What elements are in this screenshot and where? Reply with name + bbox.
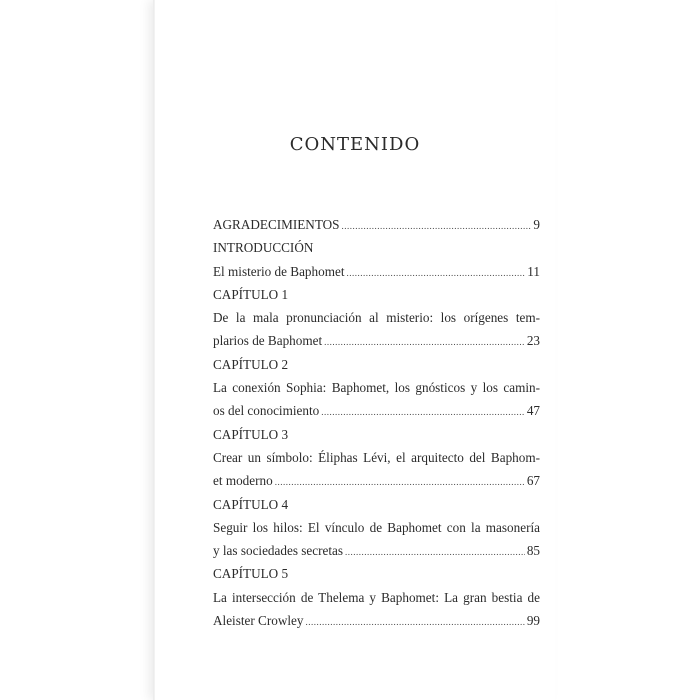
toc-entry-cap5-line2 (213, 609, 540, 632)
toc-entry-introduccion (213, 260, 540, 283)
toc-page-number: 47 (526, 403, 540, 419)
toc-entry-text: os del conocimiento (213, 403, 320, 419)
dot-leader (324, 331, 525, 354)
table-of-contents (213, 213, 540, 632)
section-heading-introduccion: INTRODUCCIÓN (213, 240, 314, 256)
dot-leader (321, 401, 525, 424)
toc-entry-cap2-line2 (213, 399, 540, 422)
toc-page-number: 11 (527, 263, 540, 279)
toc-entry-text: AGRADECIMIENTOS (213, 217, 340, 232)
toc-entry-cap5-line1: La intersección de Thelema y Baphomet: La gran bestia de (213, 589, 540, 605)
toc-entry-cap3-line2 (213, 469, 540, 492)
toc-page-number: 85 (526, 543, 540, 559)
toc-entry-text: plarios de Baphomet (213, 333, 323, 349)
chapter-heading-1: CAPÍTULO 1 (213, 286, 289, 302)
chapter-heading-3: CAPÍTULO 3 (213, 426, 289, 442)
toc-entry-cap3-line1: Crear un símbolo: Éliphas Lévi, el arquitecto del Baphom- (213, 449, 540, 465)
toc-entry-text: El misterio de Baphomet (213, 263, 345, 279)
dot-leader (275, 471, 525, 494)
toc-entry-cap1-line1: De la mala pronunciación al misterio: los orígenes tem- (213, 310, 540, 326)
toc-entry-text: et moderno (213, 473, 273, 489)
toc-entry-cap4-line2 (213, 539, 540, 562)
dot-leader (342, 215, 532, 238)
book-page (155, 0, 555, 700)
toc-entry-cap4-line1: Seguir los hilos: El vínculo de Baphomet con la masonería (213, 519, 540, 535)
toc-page-number: 23 (526, 333, 540, 349)
dot-leader (346, 262, 525, 285)
chapter-heading-5: CAPÍTULO 5 (213, 566, 289, 582)
toc-entry-text: Aleister Crowley (213, 613, 304, 629)
toc-page-number: 67 (526, 473, 540, 489)
toc-entry-cap2-line1: La conexión Sophia: Baphomet, los gnósticos y los camin- (213, 380, 540, 396)
dot-leader (305, 611, 524, 634)
toc-page-number: 99 (526, 613, 540, 629)
chapter-heading-4: CAPÍTULO 4 (213, 496, 289, 512)
dot-leader (345, 541, 525, 564)
page-title: CONTENIDO (289, 134, 421, 155)
toc-page-number: 9 (533, 217, 540, 232)
toc-entry-text: y las sociedades secretas (213, 543, 343, 559)
toc-entry-cap1-line2 (213, 329, 540, 352)
toc-entry-agradecimientos (213, 213, 540, 236)
chapter-heading-2: CAPÍTULO 2 (213, 356, 289, 372)
